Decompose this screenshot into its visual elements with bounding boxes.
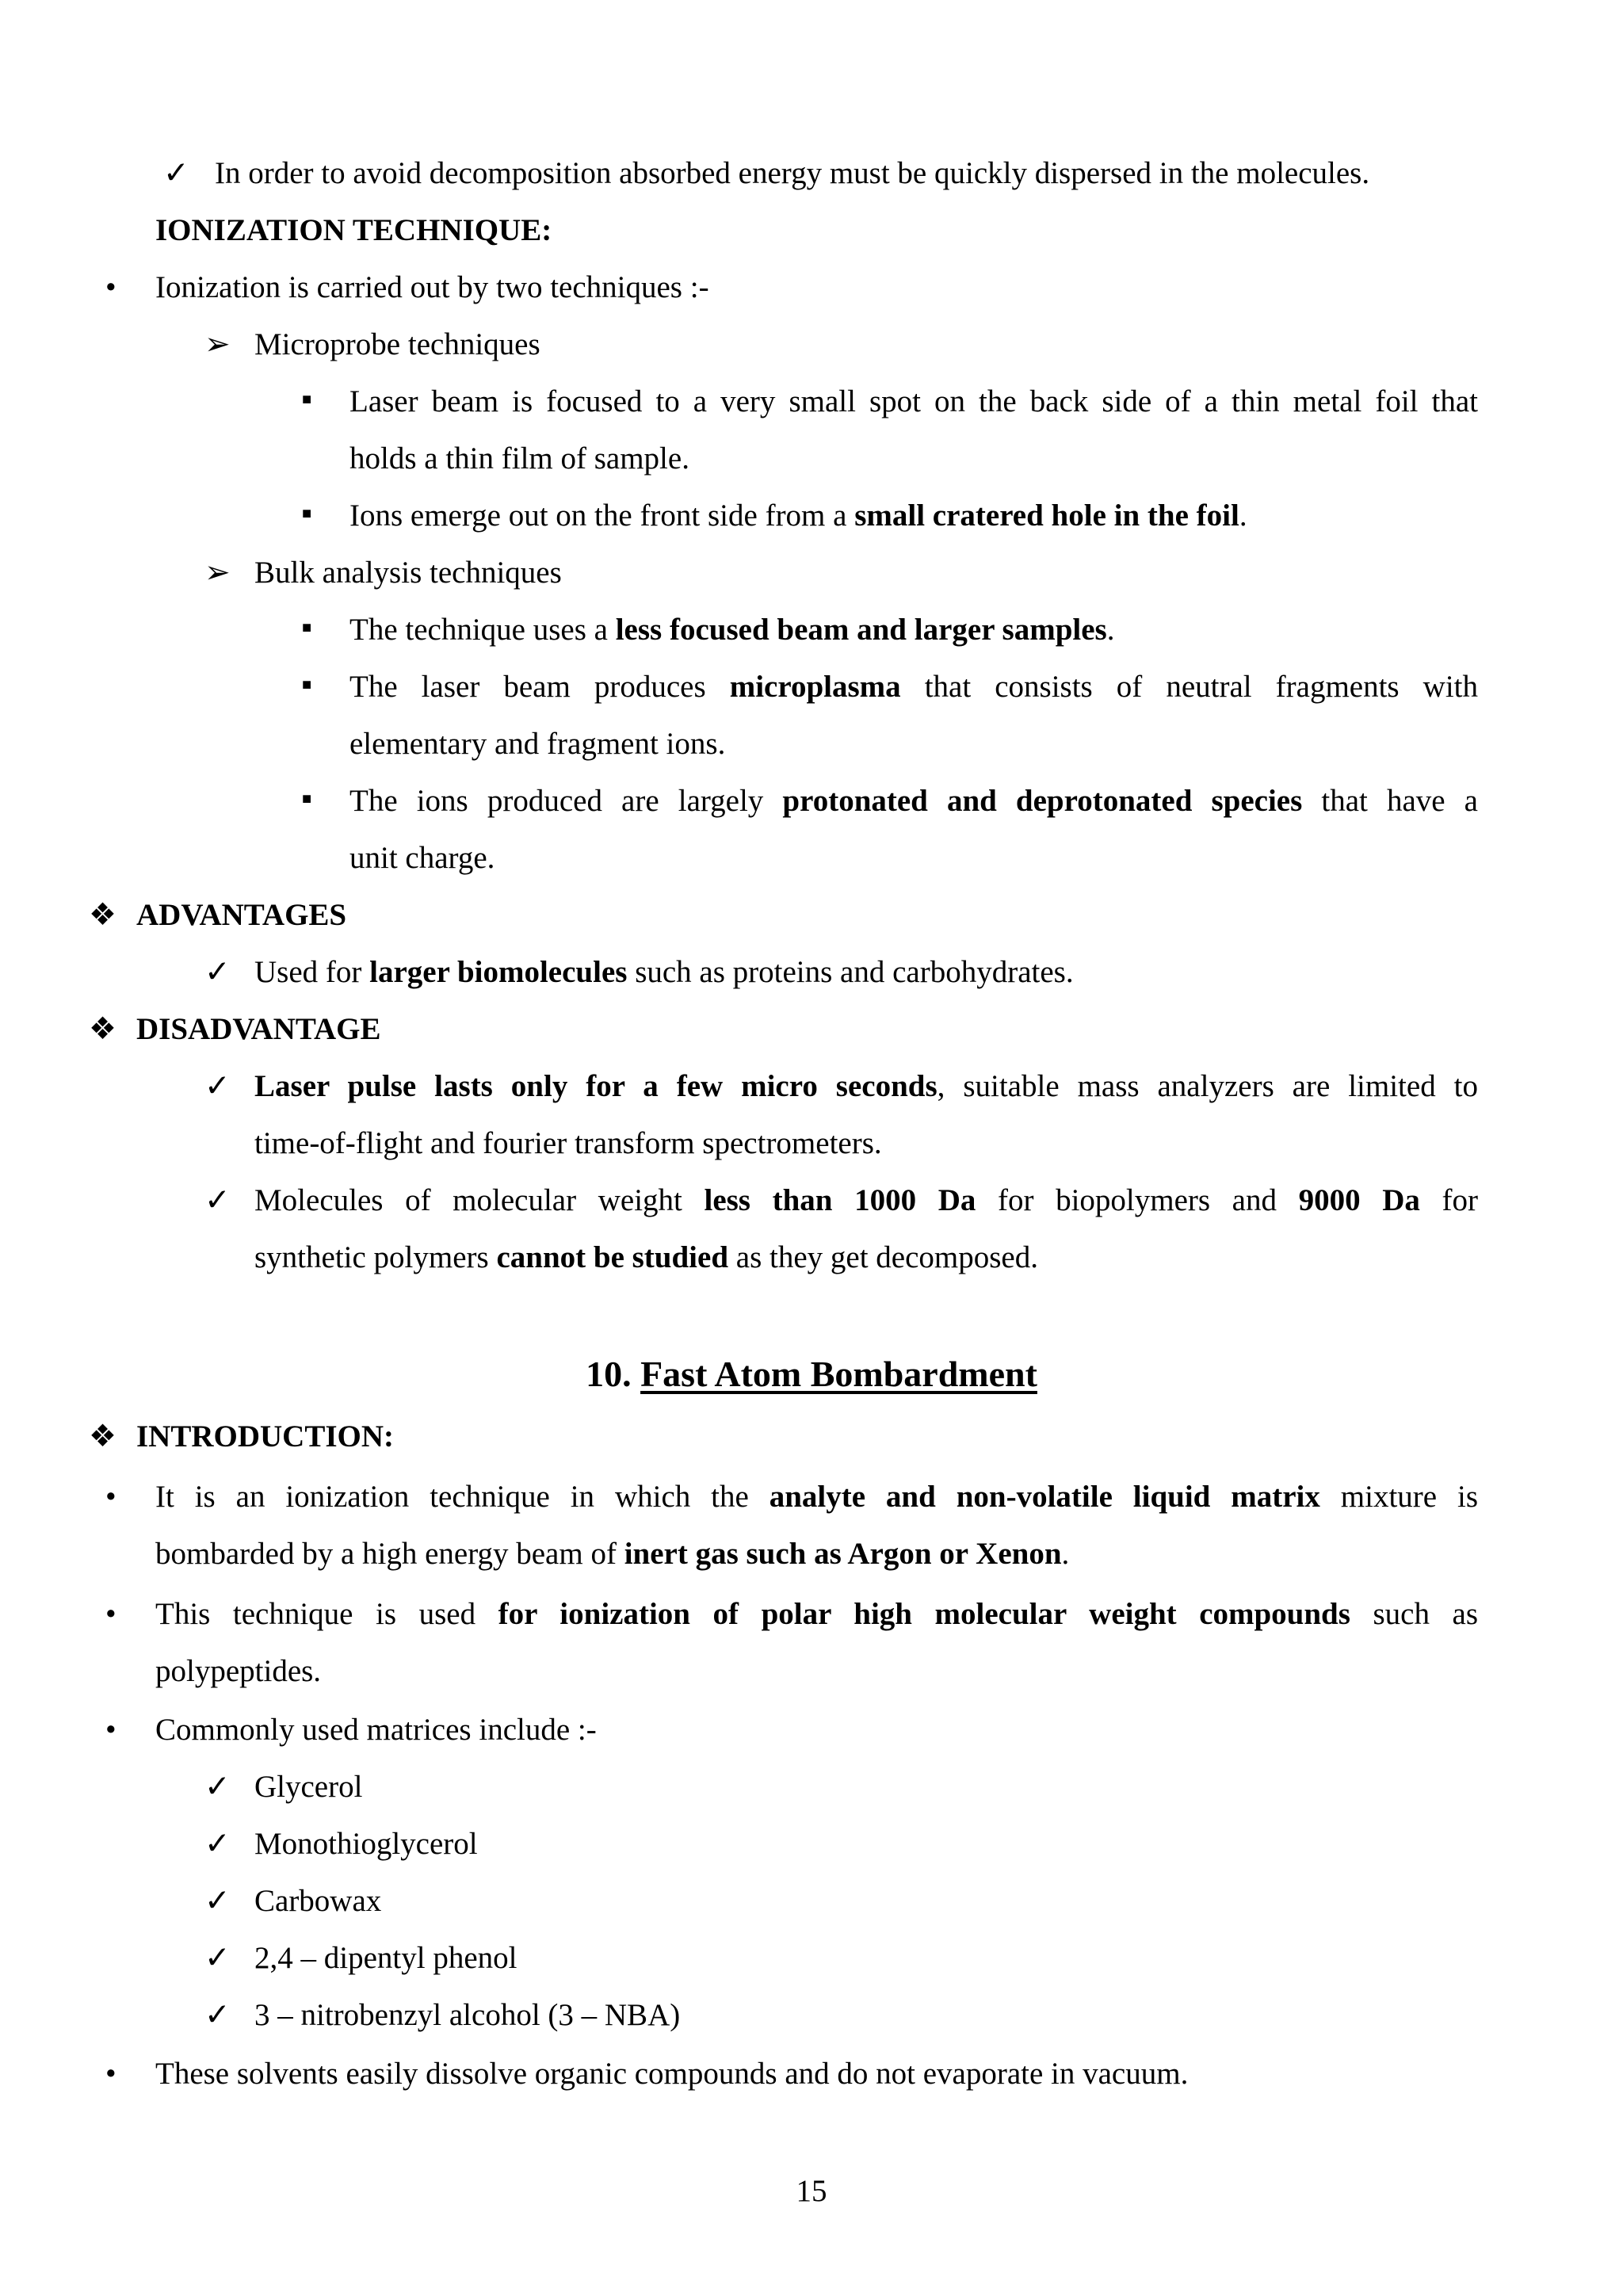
text: The ions produced are largely — [349, 784, 783, 818]
list-item: 3 – nitrobenzyl alcohol (3 – NBA) — [254, 1998, 681, 2032]
check-icon: ✓ — [204, 1884, 231, 1918]
check-icon: ✓ — [163, 156, 189, 190]
square-bullet-icon: ■ — [302, 619, 312, 636]
diamond-bullet-icon: ❖ — [89, 1419, 116, 1454]
text-line: Bulk analysis techniques — [254, 556, 562, 590]
text: as they get decomposed. — [728, 1240, 1038, 1274]
section-heading-introduction: INTRODUCTION: — [136, 1419, 395, 1454]
check-icon: ✓ — [204, 1183, 231, 1217]
text-line: These solvents easily dissolve organic compounds and do not evaporate in vacuum. — [155, 2057, 1189, 2091]
bullet-icon: • — [105, 1597, 116, 1631]
square-bullet-icon: ■ — [302, 391, 312, 408]
text: The technique uses a — [349, 613, 616, 647]
list-item: Monothioglycerol — [254, 1827, 478, 1861]
text-line: Commonly used matrices include :- — [155, 1713, 597, 1747]
text-line: polypeptides. — [155, 1654, 322, 1688]
bold-text: less than 1000 Da — [704, 1183, 976, 1217]
section-title-text: Fast Atom Bombardment — [640, 1354, 1037, 1394]
text: that consists of neutral fragments with — [900, 670, 1478, 704]
bullet-icon: • — [105, 1480, 116, 1514]
text-line — [254, 1240, 1038, 1277]
bold-text: for ionization of polar high molecular weight compounds — [498, 1597, 1350, 1631]
bullet-icon: • — [105, 1713, 116, 1747]
text: . — [1106, 613, 1115, 647]
check-icon: ✓ — [204, 1069, 231, 1103]
text: synthetic polymers — [254, 1240, 497, 1274]
text-line: elementary and fragment ions. — [349, 727, 726, 761]
text: Used for — [254, 955, 370, 989]
bold-text: less focused beam and larger samples — [615, 613, 1107, 647]
text-line: Ionization is carried out by two techniques :- — [155, 270, 709, 304]
text: bombarded by a high energy beam of — [155, 1537, 624, 1571]
bold-text: Laser pulse lasts only for a few micro seconds — [254, 1069, 938, 1103]
square-bullet-icon: ■ — [302, 505, 312, 522]
text-line — [254, 1182, 1478, 1220]
section-heading-disadvantage: DISADVANTAGE — [136, 1012, 381, 1046]
text: such as — [1350, 1597, 1479, 1631]
text-line — [155, 1596, 1478, 1633]
diamond-bullet-icon: ❖ — [89, 1012, 116, 1046]
list-item: Carbowax — [254, 1884, 382, 1918]
arrow-bullet-icon: ➢ — [204, 327, 231, 361]
text: . — [1061, 1537, 1070, 1571]
bold-text: protonated and deprotonated species — [782, 784, 1303, 818]
bold-text: larger biomolecules — [369, 955, 628, 989]
text: It is an ionization technique in which the — [155, 1480, 769, 1514]
bold-text: cannot be studied — [496, 1240, 729, 1274]
page-number: 15 — [796, 2174, 827, 2208]
check-icon: ✓ — [204, 1827, 231, 1861]
section-heading-ionization: IONIZATION TECHNIQUE: — [155, 213, 552, 247]
check-icon: ✓ — [204, 1770, 231, 1804]
text-line — [349, 669, 1478, 706]
text: such as proteins and carbohydrates. — [627, 955, 1074, 989]
text: that have a — [1302, 784, 1478, 818]
text: Molecules of molecular weight — [254, 1183, 705, 1217]
text-line: holds a thin film of sample. — [349, 441, 689, 476]
check-icon: ✓ — [204, 1998, 231, 2032]
square-bullet-icon: ■ — [302, 676, 312, 693]
bold-text: small cratered hole in the foil — [854, 499, 1239, 533]
section-title — [0, 1352, 1623, 1396]
text-line — [155, 1536, 1069, 1573]
text: The laser beam produces — [349, 670, 730, 704]
check-icon: ✓ — [204, 1941, 231, 1975]
list-item: Glycerol — [254, 1770, 363, 1804]
bold-text: inert gas such as Argon or Xenon — [624, 1537, 1062, 1571]
text-line — [254, 954, 1074, 991]
list-item: 2,4 – dipentyl phenol — [254, 1941, 517, 1975]
text: This technique is used — [155, 1597, 498, 1631]
bullet-icon: • — [105, 2057, 116, 2091]
text: . — [1239, 499, 1247, 533]
bold-text: analyte and non-volatile liquid matrix — [769, 1480, 1320, 1514]
text: for — [1419, 1183, 1478, 1217]
text-line: Microprobe techniques — [254, 327, 540, 361]
text: , suitable mass analyzers are limited to — [937, 1069, 1478, 1103]
text-line: unit charge. — [349, 841, 495, 875]
bold-text: microplasma — [729, 670, 901, 704]
check-icon: ✓ — [204, 955, 231, 989]
text: for biopolymers and — [976, 1183, 1299, 1217]
text-line — [254, 1068, 1478, 1106]
text-line — [349, 783, 1478, 820]
text-line — [349, 612, 1115, 649]
bullet-icon: • — [105, 270, 116, 304]
text-line: In order to avoid decomposition absorbed energy must be quickly dispersed in the molecules. — [215, 156, 1370, 190]
section-number: 10. — [586, 1354, 632, 1394]
section-heading-advantages: ADVANTAGES — [136, 898, 347, 932]
arrow-bullet-icon: ➢ — [204, 556, 231, 590]
text: Ions emerge out on the front side from a — [349, 499, 855, 533]
text: mixture is — [1319, 1480, 1478, 1514]
text-line: Laser beam is focused to a very small spot on the back side of a thin metal foil that — [349, 384, 1478, 418]
square-bullet-icon: ■ — [302, 790, 312, 808]
text-line — [155, 1479, 1478, 1516]
diamond-bullet-icon: ❖ — [89, 898, 116, 932]
text-line — [349, 498, 1247, 535]
text-line: time-of-flight and fourier transform spectrometers. — [254, 1126, 882, 1160]
bold-text: 9000 Da — [1298, 1183, 1420, 1217]
